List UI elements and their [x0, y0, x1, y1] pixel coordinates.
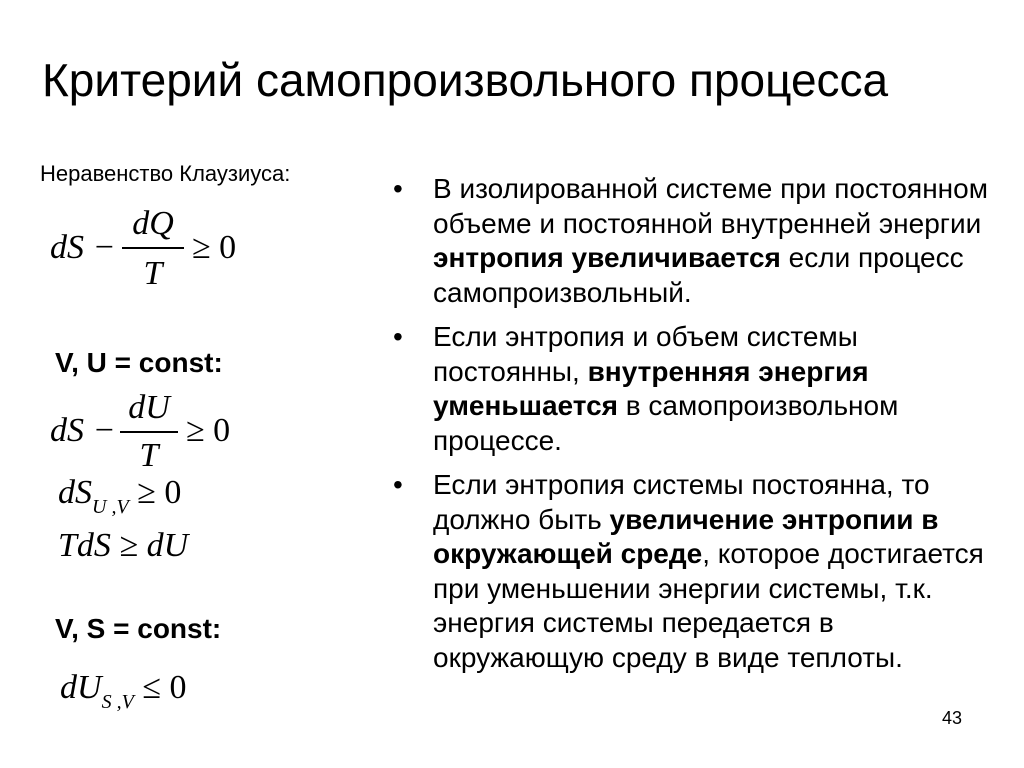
eq1-rhs: ≥ 0 [192, 229, 237, 266]
eq1-denominator: T [143, 255, 163, 292]
bullet-marker: • [393, 173, 403, 204]
condition-vu-const: V, U = const: [55, 347, 223, 378]
eq5: $dU_{S ,V} \le 0$ [60, 669, 187, 713]
condition-vs-const: V, S = const: [55, 613, 222, 644]
eq2-rhs: ≥ 0 [186, 412, 231, 449]
slide-number: 43 [941, 708, 962, 728]
bullet-item-constant-entropy: • Если энтропия системы постоянна, то должно быть увеличение энтропии в окружающей среде, которое достигается при уменьшении энергии системы, т.к. энергия системы передается в окружающую среду в виде теплоты. [393, 469, 984, 673]
eq1-numerator: dQ [132, 205, 174, 242]
eq3: $dS_{U ,V} \ge 0$ [58, 474, 182, 518]
eq2-denominator: T [139, 437, 159, 474]
slide-title: Критерий самопроизвольного процесса [42, 54, 889, 106]
bullet-item-isolated-system: • В изолированной системе при постоянном объеме и постоянной внутренней энергии энтропия увеличивается если процесс самопроизвольный. [393, 173, 988, 308]
eq2-fraction-bar [120, 431, 178, 433]
eq2-lhs: dS − [50, 412, 116, 449]
clausius-label: Неравенство Клаузиуса: [40, 161, 291, 186]
bullet-marker: • [393, 469, 403, 500]
eq1-fraction-bar [122, 247, 184, 249]
eq2-numerator: dU [128, 389, 170, 426]
bullet-item-constant-entropy-volume: • Если энтропия и объем системы постоянны, внутренняя энергия уменьшается в самопроизвольном процессе. [393, 321, 899, 456]
bullet-list [393, 172, 1003, 685]
eq4: TdS ≥ dU [58, 527, 189, 564]
eq1-lhs: dS − [50, 229, 116, 266]
bullet-marker: • [393, 321, 403, 352]
